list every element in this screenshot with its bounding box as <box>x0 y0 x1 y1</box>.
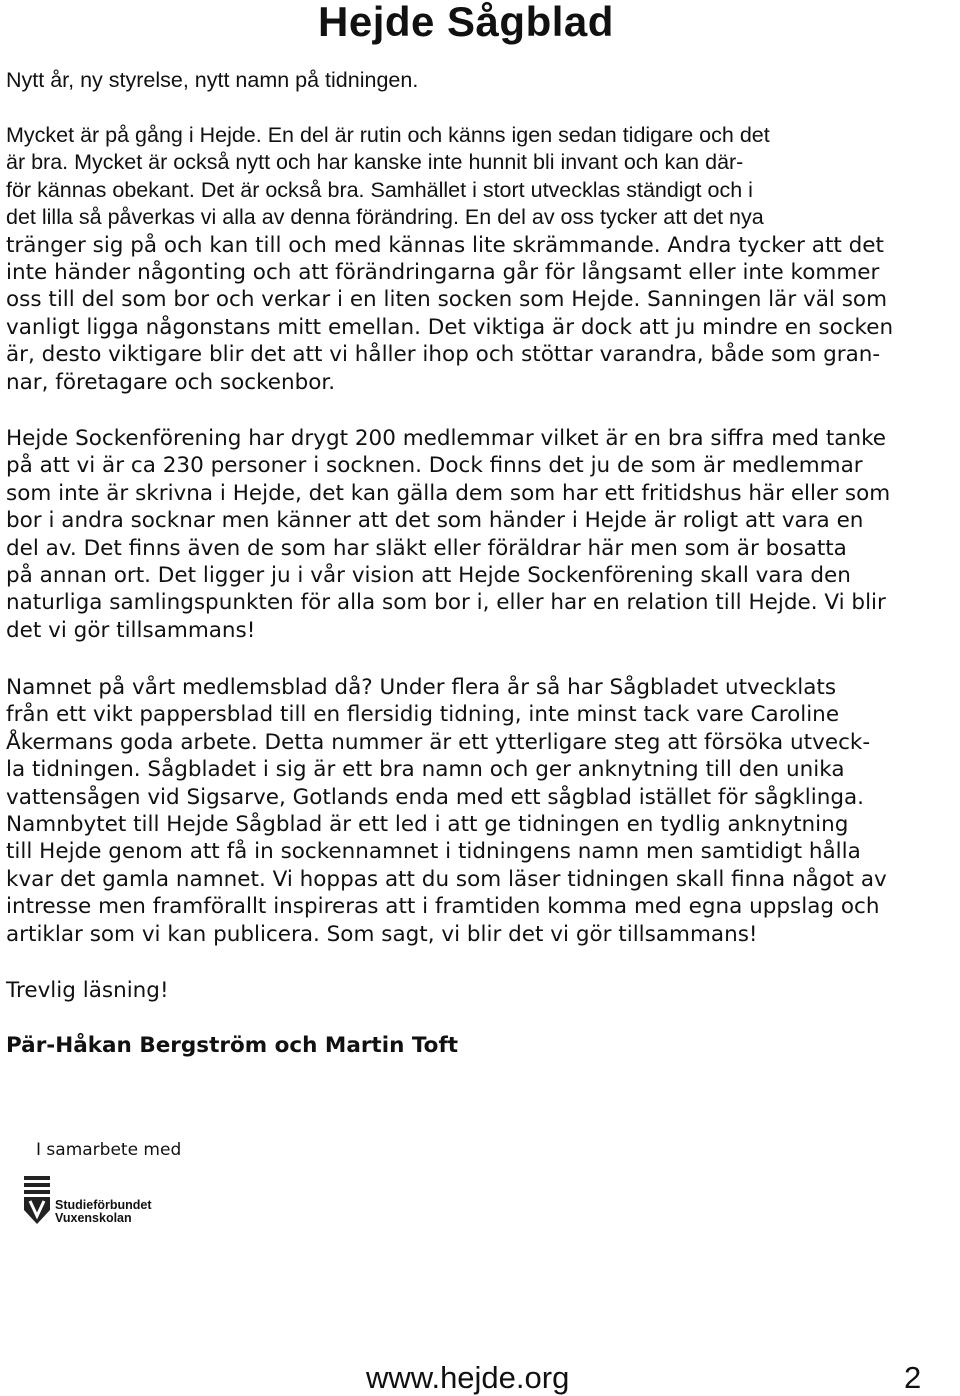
paragraph-line: tränger sig på och kan till och med kännas lite skrämmande. Andra tycker att det <box>6 232 884 258</box>
paragraph-line: det lilla så påverkas vi alla av denna förändring. En del av oss tycker att det nya <box>6 205 764 230</box>
paragraph-line: artiklar som vi kan publicera. Som sagt, vi blir det vi gör tillsammans! <box>6 921 758 947</box>
paragraph-line: på att vi är ca 230 personer i socknen. Dock finns det ju de som är medlemmar <box>6 453 863 479</box>
paragraph-line: inte händer någonting och att förändringarna går för långsamt eller inte kommer <box>6 260 880 286</box>
paragraph-line: som inte är skrivna i Hejde, det kan gälla dem som har ett fritidshus här eller som <box>6 480 891 506</box>
paragraph-1 <box>6 122 951 396</box>
closing-greeting: Trevlig läsning! <box>6 978 169 1003</box>
paragraph-line: är bra. Mycket är också nytt och har kanske inte hunnit bli invant och kan där- <box>6 150 744 175</box>
paragraph-line: Hejde Sockenförening har drygt 200 medlemmar vilket är en bra siffra med tanke <box>6 426 886 451</box>
paragraph-line: är, desto viktigare blir det att vi håller ihop och stöttar varandra, både som gran- <box>6 342 881 368</box>
paragraph-line: det vi gör tillsammans! <box>6 617 256 643</box>
paragraph-line: Mycket är på gång i Hejde. En del är rutin och känns igen sedan tidigare och det <box>6 123 770 147</box>
paragraph-line: Åkermans goda arbete. Detta nummer är ett ytterligare steg att försöka utveck- <box>6 729 871 755</box>
paragraph-line: kvar det gamla namnet. Vi hoppas att du som läser tidningen skall finna något av <box>6 866 887 892</box>
paragraph-2 <box>6 425 951 644</box>
paragraph-line: på annan ort. Det ligger ju i vår vision att Hejde Sockenförening skall vara den <box>6 563 851 589</box>
logo-emblem-icon <box>24 1176 50 1224</box>
paragraph-line: la tidningen. Sågbladet i sig är ett bra namn och ger anknytning till den unika <box>6 757 845 783</box>
paragraph-line: Namnet på vårt medlemsblad då? Under flera år så har Sågbladet utvecklats <box>6 675 837 700</box>
collaboration-label: I samarbete med <box>36 1140 182 1160</box>
logo-line-1: Studieförbundet <box>55 1198 152 1212</box>
paragraph-line: nar, företagare och sockenbor. <box>6 369 336 395</box>
greeting: Nytt år, ny styrelse, nytt namn på tidningen. <box>6 68 419 92</box>
paragraph-line: vattensågen vid Sigsarve, Gotlands enda med ett sågblad istället för sågklinga. <box>6 784 865 810</box>
paragraph-line: för kännas obekant. Det är också bra. Samhället i stort utvecklas ständigt och i <box>6 177 753 202</box>
paragraph-line: del av. Det finns även de som har släkt eller föräldrar här men som är bosatta <box>6 535 847 561</box>
paragraph-line: naturliga samlingspunkten för alla som bor i, eller har en relation till Hejde. Vi blir <box>6 590 886 616</box>
page-number: 2 <box>904 1360 922 1395</box>
paragraph-line: oss till del som bor och verkar i en liten socken som Hejde. Sanningen lär väl som <box>6 287 888 313</box>
paragraph-line: vanligt ligga någonstans mitt emellan. Det viktiga är dock att ju mindre en socken <box>6 314 894 340</box>
author-signature: Pär-Håkan Bergström och Martin Toft <box>6 1033 459 1058</box>
footer-url: www.hejde.org <box>366 1360 570 1395</box>
paragraph-line: till Hejde genom att få in sockennamnet i tidningens namn men samtidigt hålla <box>6 839 861 865</box>
paragraph-line: intresse men framförallt inspireras att i framtiden komma med egna uppslag och <box>6 894 880 920</box>
logo-line-2: Vuxenskolan <box>55 1211 132 1225</box>
paragraph-3 <box>6 674 951 948</box>
paragraph-line: bor i andra socknar men känner att det som händer i Hejde är roligt att vara en <box>6 508 864 534</box>
page-title: Hejde Sågblad <box>318 0 614 45</box>
paragraph-line: Namnbytet till Hejde Sågblad är ett led i att ge tidningen en tydlig anknytning <box>6 812 849 838</box>
paragraph-line: från ett vikt pappersblad till en flersidig tidning, inte minst tack vare Caroline <box>6 702 840 728</box>
studieforbundet-vuxenskolan-logo <box>22 1172 194 1232</box>
